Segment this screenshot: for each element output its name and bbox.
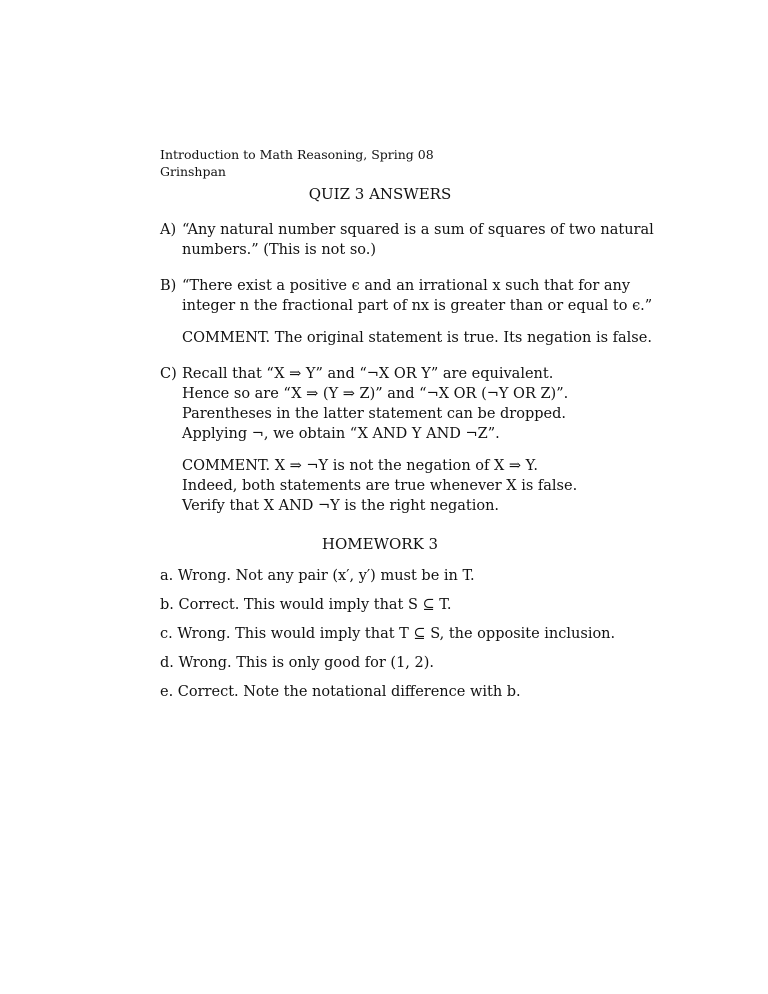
homework-item-b: b. Correct. This would imply that S ⊆ T. [160, 597, 452, 613]
course-header: Introduction to Math Reasoning, Spring 08 [160, 147, 434, 162]
document-page [160, 146, 654, 702]
homework-title: HOMEWORK 3 [321, 535, 439, 553]
answer-c [160, 364, 600, 516]
answer-b-line-2: integer n the fractional part of nx is greater than or equal to ϵ.” [182, 298, 653, 314]
answer-c-comment [182, 456, 600, 516]
answer-c-comment-line-1: COMMENT. X ⇒ ¬Y is not the negation of X ⇒ Y. [182, 458, 538, 474]
homework-item-c: c. Wrong. This would imply that T ⊆ S, the opposite inclusion. [160, 626, 616, 642]
answer-c-line-2: Hence so are “X ⇒ (Y ⇒ Z)” and “¬X OR (¬Y OR Z)”. [182, 386, 569, 402]
answer-a-marker: A) [160, 222, 177, 238]
answer-c-line-1: Recall that “X ⇒ Y” and “¬X OR Y” are equivalent. [182, 366, 554, 382]
answer-a [160, 220, 654, 260]
answer-c-line-3: Parentheses in the latter statement can be dropped. [182, 406, 567, 422]
answer-a-line-1: “Any natural number squared is a sum of squares of two natural [182, 222, 654, 238]
answer-a-body [182, 220, 654, 260]
answer-c-comment-line-2: Indeed, both statements are true whenever X is false. [182, 478, 578, 494]
answer-b-marker: B) [160, 278, 177, 294]
author-header: Grinshpan [160, 164, 226, 179]
answer-c-body [182, 364, 600, 516]
answer-c-marker: C) [160, 366, 177, 382]
homework-list [160, 566, 616, 702]
answer-c-comment-line-3: Verify that X AND ¬Y is the right negation. [182, 498, 500, 514]
homework-item-d: d. Wrong. This is only good for (1, 2). [160, 655, 435, 671]
answer-b-body [182, 276, 652, 348]
answer-b [160, 276, 653, 348]
answer-a-line-2: numbers.” (This is not so.) [182, 242, 377, 258]
homework-item-e: e. Correct. Note the notational difference with b. [160, 684, 521, 700]
homework-item-a: a. Wrong. Not any pair (x′, y′) must be in T. [160, 568, 475, 584]
quiz-title: QUIZ 3 ANSWERS [308, 185, 452, 203]
answer-b-comment [182, 328, 652, 348]
answer-b-line-1: “There exist a positive ϵ and an irrational x such that for any [182, 278, 631, 294]
answer-c-line-4: Applying ¬, we obtain “X AND Y AND ¬Z”. [182, 426, 500, 442]
answer-b-comment-line-1: COMMENT. The original statement is true. Its negation is false. [182, 330, 652, 346]
